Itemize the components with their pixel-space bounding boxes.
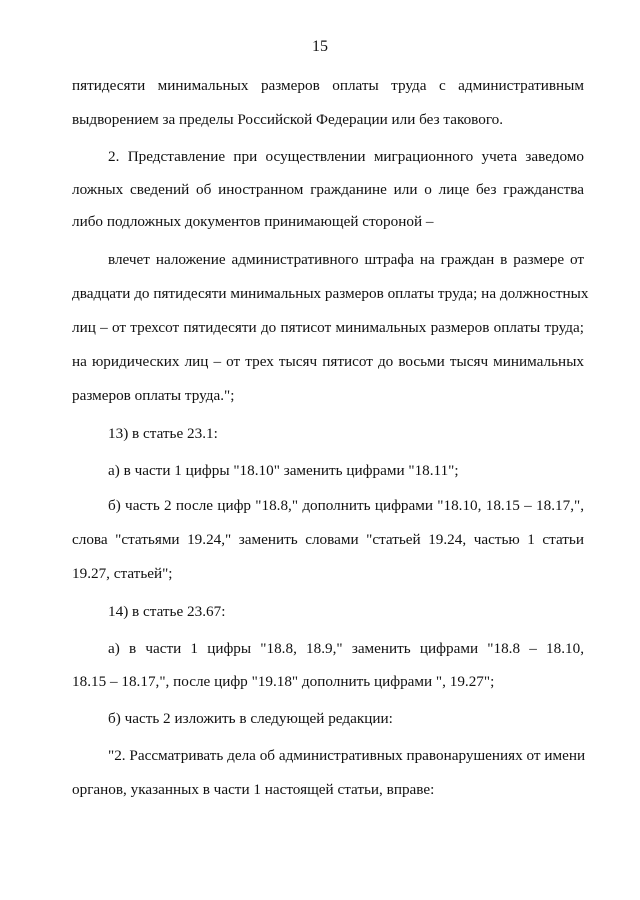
text-line: ложных сведений об иностранном гражданине или о лице без гражданства xyxy=(72,181,584,198)
text-line: 18.15 – 18.17,", после цифр "19.18" дополнить цифрами ", 19.27"; xyxy=(72,673,495,690)
text-line: либо подложных документов принимающей стороной – xyxy=(72,213,434,230)
text-line: 19.27, статьей"; xyxy=(72,565,173,582)
text-line: 14) в статье 23.67: xyxy=(108,603,226,620)
text-line: двадцати до пятидесяти минимальных размеров оплаты труда; на должностных xyxy=(72,285,589,302)
text-line: лиц – от трехсот пятидесяти до пятисот минимальных размеров оплаты труда; xyxy=(72,319,584,336)
text-line: 2. Представление при осуществлении миграционного учета заведомо xyxy=(108,148,584,165)
text-line: б) часть 2 изложить в следующей редакции: xyxy=(108,710,393,727)
text-line: на юридических лиц – от трех тысяч пятисот до восьми тысяч минимальных xyxy=(72,353,584,370)
text-line: влечет наложение административного штрафа на граждан в размере от xyxy=(108,251,584,268)
text-line: выдворением за пределы Российской Федерации или без такового. xyxy=(72,111,504,128)
text-line: "2. Рассматривать дела об административных правонарушениях от имени xyxy=(108,747,586,764)
text-line: размеров оплаты труда."; xyxy=(72,387,235,404)
text-line: пятидесяти минимальных размеров оплаты труда с административным xyxy=(72,77,584,94)
text-line: а) в части 1 цифры "18.10" заменить цифрами "18.11"; xyxy=(108,462,459,479)
text-line: а) в части 1 цифры "18.8, 18.9," заменить цифрами "18.8 – 18.10, xyxy=(108,640,584,657)
text-line: органов, указанных в части 1 настоящей статьи, вправе: xyxy=(72,781,435,798)
text-line: 13) в статье 23.1: xyxy=(108,425,218,442)
text-line: б) часть 2 после цифр "18.8," дополнить цифрами "18.10, 18.15 – 18.17,", xyxy=(108,497,584,514)
page-number: 15 xyxy=(312,38,328,55)
text-line: слова "статьями 19.24," заменить словами "статьей 19.24, частью 1 статьи xyxy=(72,531,584,548)
